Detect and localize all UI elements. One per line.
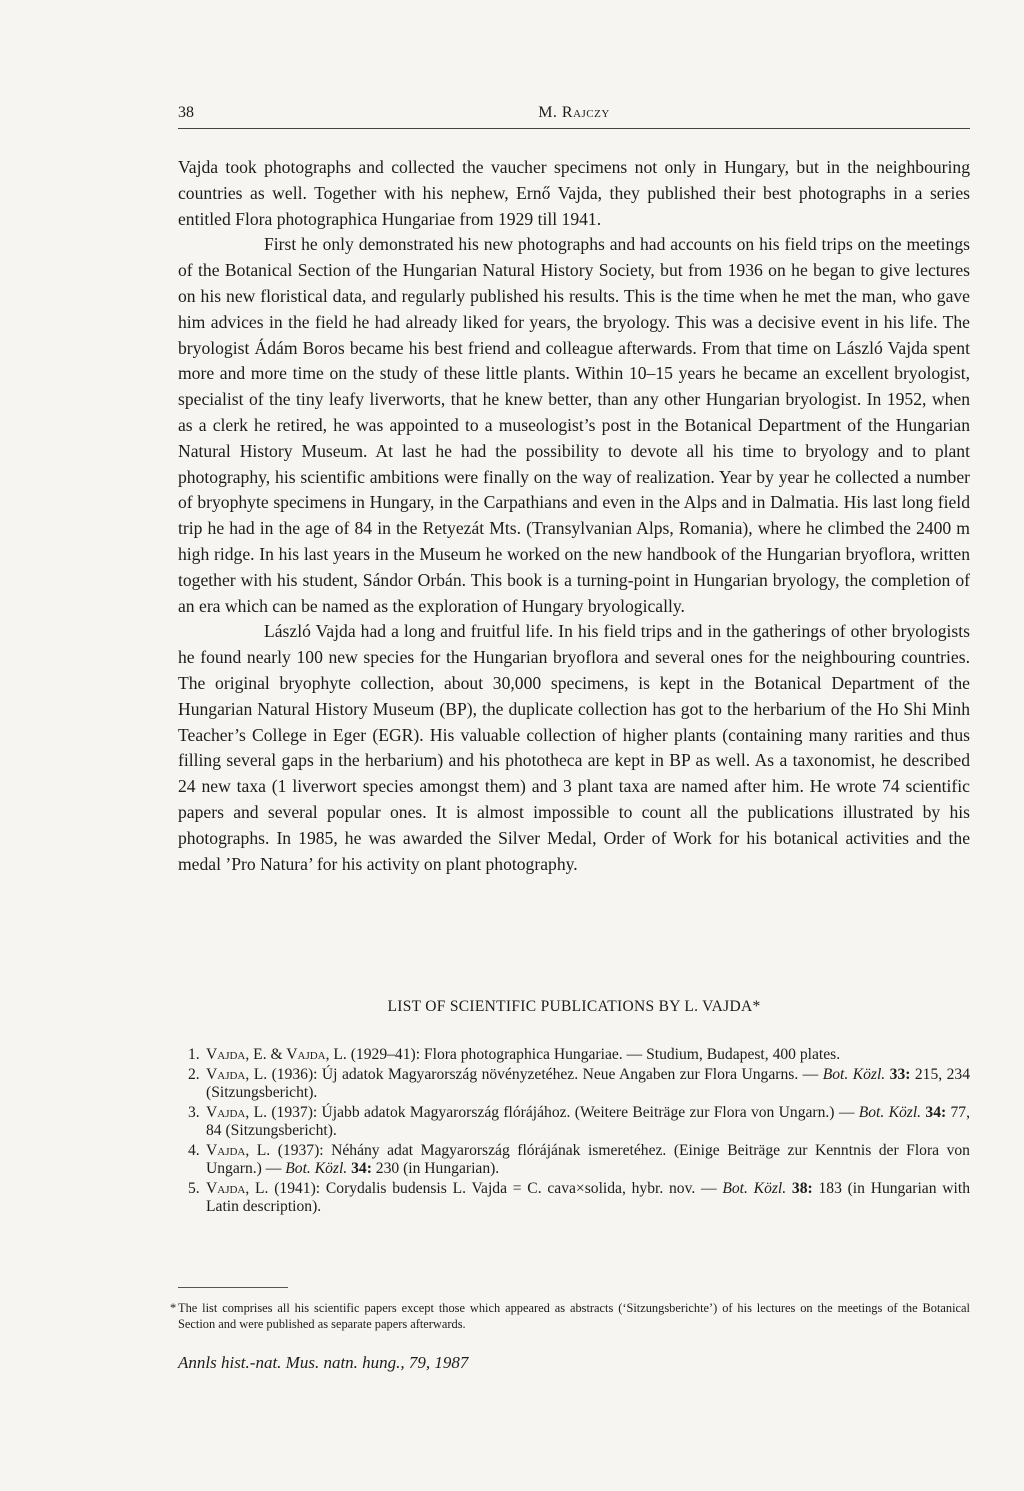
publication-number: 3. bbox=[188, 1104, 200, 1121]
paragraph-3: László Vajda had a long and fruitful life. In his field trips and in the gatherings of other bryologists he found nearly 100 new species for the Hungarian bryoflora and several ones for the neighbouring countries. The original bryophyte collection, about 30,000 specimens, is kept in the Botanical Department of the Hungarian Natural History Museum (BP), the duplicate collection has got to the herbarium of the Ho Shi Minh Teacher’s College in Eger (EGR). His valuable collection of higher plants (containing many rarities and thus filling several gaps in the herbarium) and his phototheca are kept in BP as well. As a taxonomist, he described 24 new taxa (1 liverwort species amongst them) and 3 plant taxa are named after him. He wrote 74 scientific papers and several popular ones. It is almost impossible to count all the publications illustrated by his photographs. In 1985, he was awarded the Silver Medal, Order of Work for his botanical activities and the medal ’Pro Natura’ for his activity on plant photography. bbox=[178, 621, 970, 874]
publication-item bbox=[178, 1180, 970, 1216]
publication-text: (1941): Corydalis budensis L. Vajda = C. cava×solida, hybr. nov. — bbox=[268, 1180, 723, 1197]
publication-volume: 38: bbox=[786, 1180, 813, 1197]
publication-number: 2. bbox=[188, 1066, 200, 1083]
publication-pages: 215, 234 (Sitzungsbericht). bbox=[206, 1066, 970, 1101]
publication-text: (1936): Új adatok Magyarország növényzetéhez. Neue Angaben zur Flora Ungarns. — bbox=[267, 1066, 823, 1083]
footnote bbox=[170, 1300, 970, 1332]
publication-volume: 33: bbox=[885, 1066, 911, 1083]
paragraph-2: First he only demonstrated his new photographs and had accounts on his field trips on the meetings of the Botanical Section of the Hungarian Natural History Society, but from 1936 on he began to give lectures on his new floristical data, and regularly published his results. This is the time when he met the man, who gave him advices in the field he had already liked for years, the bryology. This was a decisive event in his life. The bryologist Ádám Boros became his best friend and colleague afterwards. From that time on László Vajda spent more and more time on the study of these little plants. Within 10–15 years he became an excellent bryologist, specialist of the tiny leafy liverworts, that he knew better, than any other Hungarian bryologist. In 1952, when as a clerk he retired, he was appointed to a museologist’s post in the Botanical Department of the Hungarian Natural History Museum. At last he had the possibility to devote all his time to bryology and to plant photography, his scientific ambitions were finally on the way of realization. Year by year he collected a number of bryophyte specimens in Hungary, in the Carpathians and even in the Alps and in Dalmatia. His last long field trip he had in the age of 84 in the Retyezát Mts. (Transylvanian Alps, Romania), where he climbed the 2400 m high ridge. In his last years in the Museum he worked on the new handbook of the Hungarian bryoflora, written together with his student, Sándor Orbán. This book is a turning-point in Hungarian bryology, the completion of an era which can be named as the exploration of Hungary bryologically. bbox=[178, 234, 970, 616]
publication-text: (1937): Néhány adat Magyarország flórájának ismeretéhez. (Einige Beiträge zur Kenntnis der Flora von Ungarn.) — bbox=[206, 1142, 970, 1177]
publication-author: Vajda, L. bbox=[206, 1142, 271, 1159]
journal-reference: Annls hist.-nat. Mus. natn. hung., 79, 1987 bbox=[178, 1353, 469, 1372]
publications-list bbox=[178, 1046, 970, 1218]
publication-volume: 34: bbox=[921, 1104, 947, 1121]
publication-text: (1929–41): Flora photographica Hungariae. — Studium, Budapest, 400 plates. bbox=[346, 1046, 841, 1063]
publication-item bbox=[178, 1046, 970, 1064]
publication-author: Vajda, L. bbox=[206, 1104, 268, 1121]
publications-title: LIST OF SCIENTIFIC PUBLICATIONS BY L. VAJDA* bbox=[387, 998, 761, 1015]
publication-author: Vajda, L. bbox=[206, 1066, 268, 1083]
publication-author: Vajda, E. & Vajda, L. bbox=[206, 1046, 347, 1063]
footnote-text: The list comprises all his scientific papers except those which appeared as abstracts (‘Sitzungsberichte’) of his lectures on the meetings of the Botanical Section and were published as separate papers afterwards. bbox=[178, 1301, 970, 1331]
page-number: 38 bbox=[178, 104, 194, 121]
paragraph-1: Vajda took photographs and collected the vaucher specimens not only in Hungary, but in the neighbouring countries as well. Together with his nephew, Ernő Vajda, they published their best photographs in a series entitled Flora photographica Hungariae from 1929 till 1941. bbox=[178, 157, 970, 229]
publication-number: 5. bbox=[188, 1180, 200, 1197]
publication-author: Vajda, L. bbox=[206, 1180, 269, 1197]
running-head bbox=[178, 104, 970, 129]
footnote-mark: * bbox=[170, 1301, 177, 1315]
publication-pages: 230 (in Hungarian). bbox=[371, 1160, 500, 1177]
publication-item bbox=[178, 1142, 970, 1178]
publication-number: 4. bbox=[188, 1142, 200, 1159]
publication-volume: 34: bbox=[347, 1160, 372, 1177]
publication-journal: Bot. Közl. bbox=[858, 1104, 922, 1121]
footnote-rule bbox=[178, 1287, 288, 1288]
publication-item bbox=[178, 1066, 970, 1102]
publication-pages: 77, 84 (Sitzungsbericht). bbox=[206, 1104, 971, 1139]
publication-journal: Bot. Közl. bbox=[285, 1160, 348, 1177]
publication-journal: Bot. Közl. bbox=[822, 1066, 886, 1083]
publication-pages: 183 (in Hungarian with Latin description). bbox=[206, 1180, 970, 1215]
publication-text: (1937): Újabb adatok Magyarország flórájához. (Weitere Beiträge zur Flora von Ungarn.) — bbox=[267, 1104, 859, 1121]
body-text bbox=[178, 155, 970, 877]
publication-journal: Bot. Közl. bbox=[722, 1180, 787, 1197]
publication-item bbox=[178, 1104, 970, 1140]
running-head-author: M. Rajczy bbox=[538, 104, 610, 121]
publication-number: 1. bbox=[188, 1046, 200, 1063]
